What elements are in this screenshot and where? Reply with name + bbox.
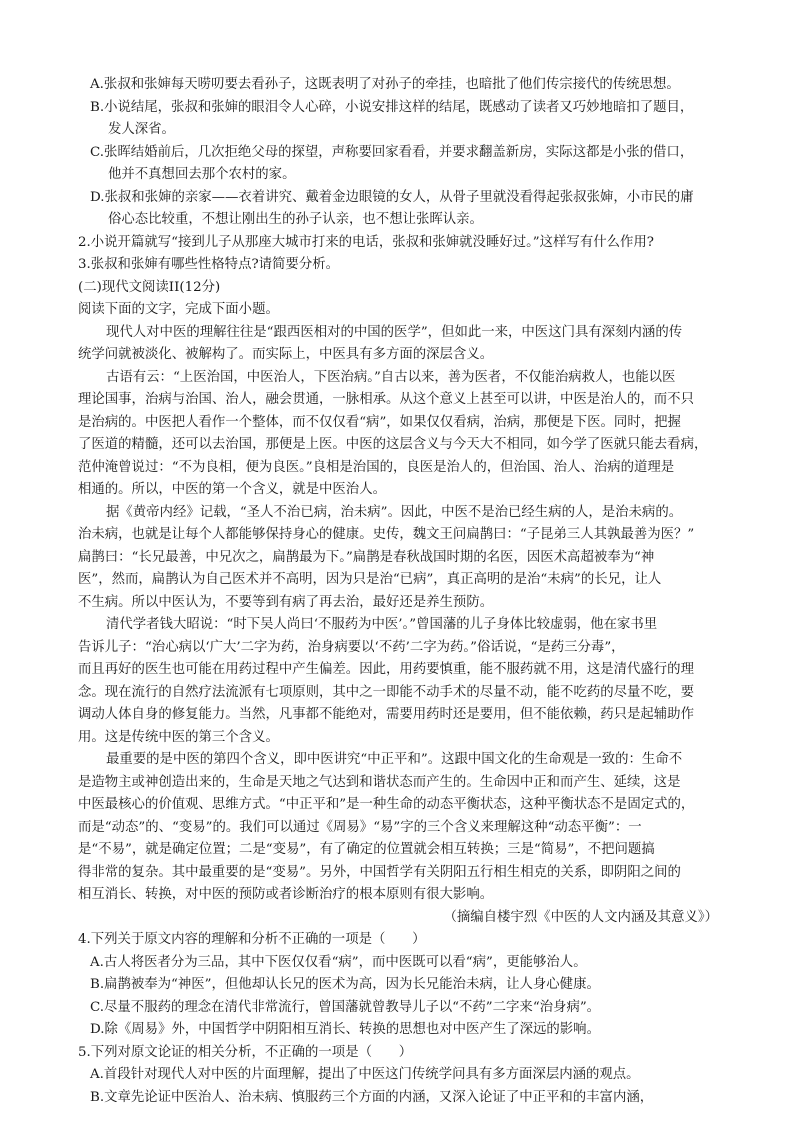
passage-paragraph-1: [78, 322, 728, 367]
passage-line: 理论国事，治病与治国、治人，融会贯通，一脉相承。从这个意义上甚至可以讲，中医是治人的，而不只: [78, 392, 694, 407]
q1-option-c: C.张晖结婚前后，几次拒绝父母的探望，声称要回家看看，并要求翻盖新房，实际这都是小张的借口，: [90, 144, 694, 160]
passage-line: 而是“动态”的、“变易”的。我们可以通过《周易》“易”字的三个含义来理解这种“动态平衡”：一: [78, 819, 642, 835]
q1-option-b-cont: 发人深省。: [108, 122, 175, 137]
passage-line: 不生病。所以中医认为，不要等到有病了再去治，最好还是养生预防。: [78, 594, 494, 610]
passage-line: 用。这是传统中医的第三个含义。: [78, 729, 279, 745]
passage-line: 是治病的。中医把人看作一个整体，而不仅仅看“病”，如果仅仅看病，治病，那便是下医。同时，把握: [78, 414, 681, 430]
q5-option-a: A.首段针对现代人对中医的片面理解，提出了中医这门传统学问具有多方面深层内涵的观点。: [90, 1067, 640, 1082]
passage-line: 中医最核心的价值观、思维方式。“中正平和”是一种生命的动态平衡状态，这种平衡状态不是固定式的，: [78, 797, 695, 812]
passage-line: 范仲淹曾说过：“不为良相，便为良医。”良相是治国的，良医是治人的，但治国、治人、治病的道理是: [78, 459, 675, 475]
passage-line: 调动人体自身的修复能力。当然，凡事都不能绝对，需要用药时还是要用，但不能依赖，药只是起辅助作: [78, 707, 694, 722]
passage-line: 相互消长、转换，对中医的预防或者诊断治疗的根本原则有很大影响。: [78, 887, 494, 902]
q4-option-a: A.古人将医者分为三品，其中下医仅仅看“病”，而中医既可以看“病”，更能够治人。: [90, 954, 587, 970]
passage-line: 是造物主或神创造出来的，生命是天地之气达到和谐状态而产生的。生命因中正和而产生、延续，这是: [78, 774, 681, 790]
passage-paragraph-3: [78, 502, 728, 615]
passage-line: 最重要的是中医的第四个含义，即中医讲究“中正平和”。这跟中国文化的生命观是一致的：生命不: [106, 752, 683, 767]
question-2: 2.小说开篇就写“接到儿子从那座大城市打来的电话，张叔和张婶就没睡好过。”这样写有什么作用?: [78, 234, 654, 250]
question-3: 3.张叔和张婶有哪些性格特点?请简要分析。: [78, 257, 339, 272]
passage-source: （摘编自楼宇烈《中医的人文内涵及其意义》）: [443, 909, 718, 925]
section-title: (二)现代文阅读II(12分): [78, 279, 221, 295]
passage-line: 告诉儿子：“治心病以‘广大’二字为药，治身病要以‘不药’二字为药。”俗话说，“是药三分毒”，: [78, 639, 625, 655]
q1-option-d: D.张叔和张婶的亲家——衣着讲究、戴着金边眼镜的女人，从骨子里就没看得起张叔张婶，小市民的庸: [90, 189, 694, 205]
instruction: 阅读下面的文字，完成下面小题。: [78, 302, 279, 317]
q1-option-c-cont: 他并不真想回去那个农村的家。: [108, 167, 296, 182]
question-5-stem: 5.下列对原文论证的相关分析，不正确的一项是（ ）: [78, 1044, 413, 1060]
passage-line: 治未病，也就是让每个人都能够保持身心的健康。史传，魏文王问扁鹊曰：“子昆弟三人其孰最善为医？”: [78, 527, 695, 542]
passage-line: 古语有云：“上医治国，中医治人，下医治病。”自古以来，善为医者，不仅能治病救人，也能以医: [106, 369, 676, 385]
passage-line: 念。现在流行的自然疗法流派有七项原则，其中之一即能不动手术的尽量不动，能不吃药的尽量不吃，要: [78, 684, 694, 700]
passage-line: 相通的。所以，中医的第一个含义，就是中医治人。: [78, 482, 386, 497]
passage-line: 而且再好的医生也可能在用药过程中产生偏差。因此，用药要慎重，能不服药就不用，这是清代盛行的理: [78, 662, 694, 677]
q1-option-a: A.张叔和张婶每天唠叨要去看孙子，这既表明了对孙子的牵挂，也暗批了他们传宗接代的传统思想。: [90, 77, 680, 92]
passage-line: 扁鹊曰：“长兄最善，中兄次之，扁鹊最为下。”扁鹊是春秋战国时期的名医，因医术高超被奉为“神: [78, 549, 655, 565]
passage-line: 是“不易”，就是确定位置；二是“变易”，有了确定的位置就会相互转换；三是“简易”，不把问题搞: [78, 842, 655, 857]
passage-line: 了医道的精髓，还可以去治国，那便是上医。中医的这层含义与今天大不相同，如今学了医就只能去看病，: [78, 437, 708, 452]
passage-paragraph-2: [78, 367, 728, 502]
q1-option-d-cont: 俗心态比较重，不想让刚出生的孙子认亲，也不想让张晖认亲。: [108, 212, 483, 227]
exam-page: [78, 74, 728, 1109]
passage-line: 清代学者钱大昭说：“时下吴人尚曰‘不服药为中医’。”曾国藩的儿子身体比较虚弱，他在家书里: [106, 617, 658, 632]
passage-paragraph-5: [78, 749, 728, 907]
passage-line: 统学问就被淡化、被解构了。而实际上，中医具有多方面的深层含义。: [78, 347, 494, 362]
question-4-stem: 4.下列关于原文内容的理解和分析不正确的一项是（ ）: [78, 932, 426, 947]
passage-line: 据《黄帝内经》记载，“圣人不治已病，治未病”。因此，中医不是治已经生病的人，是治未病的。: [106, 504, 683, 520]
q4-option-d: D.除《周易》外，中国哲学中阴阳相互消长、转换的思想也对中医产生了深远的影响。: [90, 1022, 600, 1037]
q5-option-b: B.文章先论证中医治人、治未病、慎服药三个方面的内涵，又深入论证了中正平和的丰富内涵，: [90, 1089, 654, 1105]
passage-line: 医”，然而，扁鹊认为自己医术并不高明，因为只是治“已病”，真正高明的是治“未病”的长兄，让人: [78, 572, 662, 587]
passage-line: 得非常的复杂。其中最重要的是“变易”。另外，中国哲学有关阴阳五行相生相克的关系，即阴阳之间的: [78, 864, 681, 880]
q4-option-b: B.扁鹊被奉为“神医”，但他却认长兄的医术为高，因为长兄能治未病，让人身心健康。: [90, 977, 600, 992]
passage-line: 现代人对中医的理解往往是“跟西医相对的中国的医学”，但如此一来，中医这门具有深刻内涵的传: [106, 324, 683, 340]
q1-option-b: B.小说结尾，张叔和张婶的眼泪令人心碎，小说安排这样的结尾，既感动了读者又巧妙地暗扣了题目，: [90, 99, 694, 115]
q4-option-c: C.尽量不服药的理念在清代非常流行，曾国藩就曾教导儿子以“不药”二字来“治身病”。: [90, 999, 601, 1015]
passage-paragraph-4: [78, 614, 728, 749]
